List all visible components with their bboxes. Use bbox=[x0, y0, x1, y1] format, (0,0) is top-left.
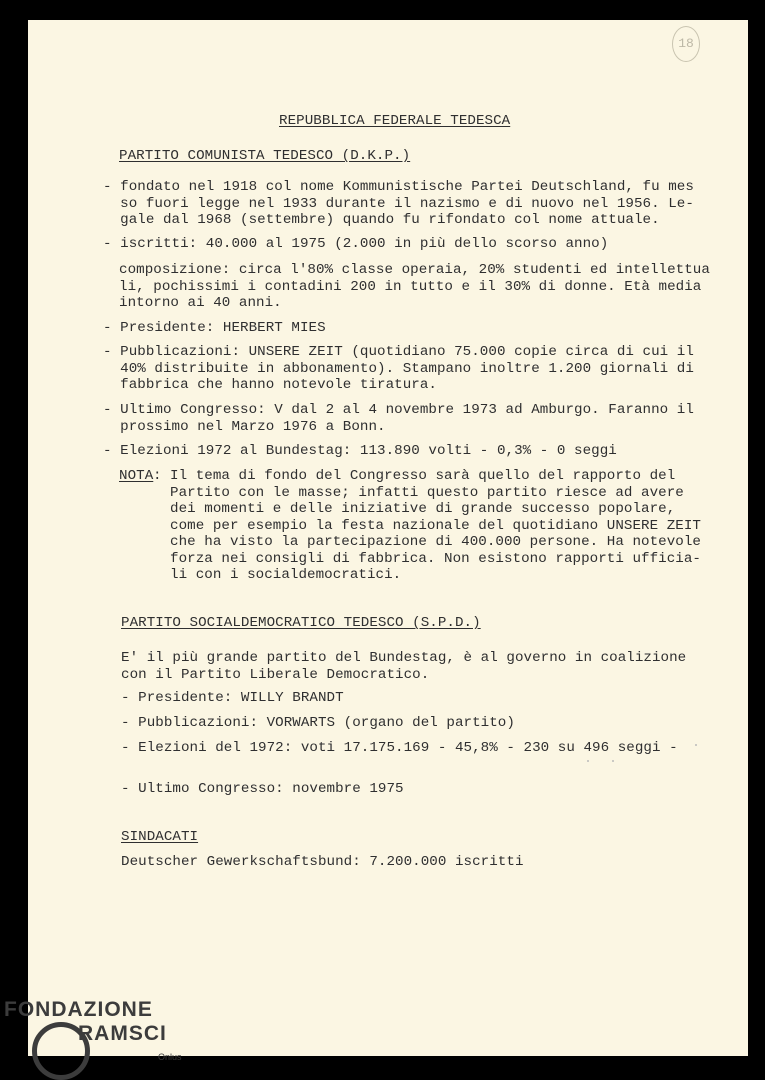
note-line: dei momenti e delle iniziative di grande successo popolare, bbox=[170, 501, 676, 517]
watermark-sub: Onlus bbox=[158, 1052, 182, 1062]
page-title: REPUBBLICA FEDERALE TEDESCA bbox=[279, 113, 511, 129]
dkp-congress-line: - Ultimo Congresso: V dal 2 al 4 novembre 1973 ad Amburgo. Faranno il bbox=[103, 402, 694, 418]
note-line: che ha visto la partecipazione di 400.000 persone. Ha notevole bbox=[170, 534, 701, 550]
spd-elections: - Elezioni del 1972: voti 17.175.169 - 45,8% - 230 su 496 seggi - bbox=[121, 740, 678, 756]
stray-mark bbox=[695, 744, 697, 746]
spd-publications: - Pubblicazioni: VORWARTS (organo del partito) bbox=[121, 715, 515, 731]
watermark-line1: FONDAZIONE bbox=[4, 998, 153, 1021]
dkp-founded-line: gale dal 1968 (settembre) quando fu rifondato col nome attuale. bbox=[103, 212, 660, 228]
dkp-publications-line: 40% distribuite in abbonamento). Stampano inoltre 1.200 giornali di bbox=[103, 360, 694, 377]
watermark-line2: RAMSCI bbox=[78, 1022, 167, 1045]
note-line: come per esempio la festa nazionale del quotidiano UNSERE ZEIT bbox=[170, 517, 701, 534]
stray-mark bbox=[612, 760, 614, 762]
note-label: NOTA bbox=[119, 468, 154, 484]
fondazione-gramsci-watermark bbox=[4, 998, 194, 1078]
note-line: li con i socialdemocratici. bbox=[170, 567, 402, 583]
spd-intro-line: con il Partito Liberale Democratico. bbox=[121, 666, 430, 683]
dkp-composition-line: composizione: circa l'80% classe operaia, 20% studenti ed intellettua bbox=[119, 262, 710, 278]
dkp-composition-line: li, pochissimi i contadini 200 in tutto e il 30% di donne. Età media bbox=[119, 278, 702, 295]
dkp-founded-line: so fuori legge nel 1933 durante il nazismo e di nuovo nel 1956. Le- bbox=[103, 195, 694, 212]
note-line: Il tema di fondo del Congresso sarà quello del rapporto del bbox=[170, 468, 676, 484]
dkp-heading: PARTITO COMUNISTA TEDESCO (D.K.P.) bbox=[119, 148, 411, 164]
note-colon: : bbox=[153, 468, 162, 484]
dkp-founded-line: - fondato nel 1918 col nome Kommunistische Partei Deutschland, fu mes bbox=[103, 179, 694, 195]
unions-line: Deutscher Gewerkschaftsbund: 7.200.000 iscritti bbox=[121, 854, 524, 870]
page-number: 18 bbox=[672, 26, 700, 62]
dkp-publications-line: - Pubblicazioni: UNSERE ZEIT (quotidiano 75.000 copie circa di cui il bbox=[103, 344, 694, 360]
dkp-members: - iscritti: 40.000 al 1975 (2.000 in più dello scorso anno) bbox=[103, 236, 609, 252]
dkp-elections: - Elezioni 1972 al Bundestag: 113.890 volti - 0,3% - 0 seggi bbox=[103, 443, 617, 459]
spd-president: - Presidente: WILLY BRANDT bbox=[121, 690, 344, 706]
dkp-publications-line: fabbrica che hanno notevole tiratura. bbox=[103, 377, 437, 393]
note-line: Partito con le masse; infatti questo partito riesce ad avere bbox=[170, 484, 684, 501]
spd-heading: PARTITO SOCIALDEMOCRATICO TEDESCO (S.P.D.) bbox=[121, 615, 481, 631]
dkp-composition-line: intorno ai 40 anni. bbox=[119, 295, 282, 311]
spd-intro-line: E' il più grande partito del Bundestag, è al governo in coalizione bbox=[121, 650, 687, 666]
dkp-president: - Presidente: HERBERT MIES bbox=[103, 320, 326, 336]
dkp-congress-line: prossimo nel Marzo 1976 a Bonn. bbox=[103, 418, 386, 435]
spd-congress: - Ultimo Congresso: novembre 1975 bbox=[121, 781, 404, 797]
unions-heading: SINDACATI bbox=[121, 829, 199, 845]
note-line: forza nei consigli di fabbrica. Non esistono rapporti ufficia- bbox=[170, 550, 701, 567]
stray-mark bbox=[587, 760, 589, 762]
